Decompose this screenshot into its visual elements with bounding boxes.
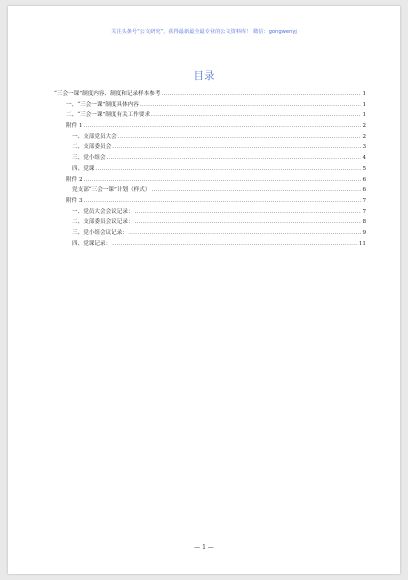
toc-entry-page: 1 bbox=[362, 91, 366, 97]
toc-leader-dots bbox=[135, 217, 362, 228]
toc-leader-dots bbox=[107, 153, 362, 164]
toc-entry[interactable] bbox=[54, 175, 366, 186]
toc-entry-label: 附件 2 bbox=[66, 176, 83, 183]
toc-entry-page: 7 bbox=[362, 197, 366, 204]
toc-leader-dots bbox=[118, 132, 362, 143]
toc-entry-label: 一、“三会一课”制度具体内容 bbox=[66, 101, 139, 108]
toc-entry[interactable] bbox=[54, 100, 366, 111]
toc-entry-page: 1 bbox=[362, 112, 366, 119]
toc-entry-label: 二、支部委员会议记录： bbox=[72, 219, 134, 226]
toc-leader-dots bbox=[151, 185, 361, 196]
toc-leader-dots bbox=[84, 175, 362, 186]
toc-entry-page: 8 bbox=[362, 219, 366, 226]
toc-leader-dots bbox=[161, 89, 361, 100]
toc-entry-page: 5 bbox=[362, 165, 366, 172]
toc-entry-page: 7 bbox=[362, 208, 366, 215]
toc-entry[interactable] bbox=[54, 110, 366, 121]
toc-entry[interactable] bbox=[54, 132, 366, 143]
toc-entry-label: 一、支部党员大会 bbox=[72, 133, 117, 140]
toc-entry-page: 6 bbox=[362, 187, 366, 194]
toc-entry[interactable] bbox=[54, 153, 366, 164]
toc-leader-dots bbox=[151, 110, 361, 121]
toc-entry[interactable] bbox=[54, 89, 366, 100]
toc-entry-page: 11 bbox=[358, 240, 366, 247]
toc-entry-label: 三、党小组会 bbox=[72, 155, 106, 162]
toc-leader-dots bbox=[95, 164, 361, 175]
toc-entry[interactable] bbox=[54, 196, 366, 207]
toc-entry-label: “三会一课”制度内容、制度和记录样本参考 bbox=[54, 91, 161, 97]
toc-leader-dots bbox=[84, 196, 362, 207]
toc-entry[interactable] bbox=[54, 217, 366, 228]
toc-leader-dots bbox=[135, 207, 362, 218]
toc-entry[interactable] bbox=[54, 121, 366, 132]
toc-entry-label: 党支部“三会一课”计划（样式） bbox=[72, 187, 151, 194]
document-page bbox=[8, 6, 400, 574]
toc-leader-dots bbox=[140, 100, 362, 111]
toc-entry-label: 附件 3 bbox=[66, 197, 83, 204]
toc-entry-page: 1 bbox=[362, 101, 366, 108]
toc-leader-dots bbox=[129, 228, 361, 239]
toc-entry[interactable] bbox=[54, 142, 366, 153]
toc-entry-label: 四、党课记录： bbox=[72, 240, 112, 247]
toc-entry-label: 四、党课 bbox=[72, 165, 95, 172]
toc-title: 目录 bbox=[193, 70, 215, 82]
toc-entry-label: 一、党员大会会议记录： bbox=[72, 208, 134, 215]
toc-entry[interactable] bbox=[54, 207, 366, 218]
toc-entry-label: 二、支部委员会 bbox=[72, 144, 112, 151]
toc-entry[interactable] bbox=[54, 185, 366, 196]
toc-leader-dots bbox=[84, 121, 362, 132]
toc-entry-page: 4 bbox=[362, 155, 366, 162]
toc-entry-page: 3 bbox=[362, 144, 366, 151]
toc-entry[interactable] bbox=[54, 228, 366, 239]
toc-entry-label: 二、“三会一课”制度有关工作要求 bbox=[66, 112, 151, 119]
toc-leader-dots bbox=[112, 239, 358, 250]
toc-entry-page: 2 bbox=[362, 123, 366, 130]
toc-entry-label: 三、党小组会议记录： bbox=[72, 229, 128, 236]
table-of-contents bbox=[54, 89, 366, 249]
toc-leader-dots bbox=[112, 142, 361, 153]
toc-entry[interactable] bbox=[54, 239, 366, 250]
toc-entry-page: 6 bbox=[362, 176, 366, 183]
toc-entry-page: 2 bbox=[362, 133, 366, 140]
toc-entry-label: 附件 1 bbox=[66, 123, 83, 130]
page-number: — 1 — bbox=[194, 544, 214, 551]
toc-entry[interactable] bbox=[54, 164, 366, 175]
toc-entry-page: 9 bbox=[362, 229, 366, 236]
header-note: 关注头条号“公文研究”，获得最新最全最专业的公文资料库！ 微信：gongwenyj bbox=[111, 29, 297, 35]
